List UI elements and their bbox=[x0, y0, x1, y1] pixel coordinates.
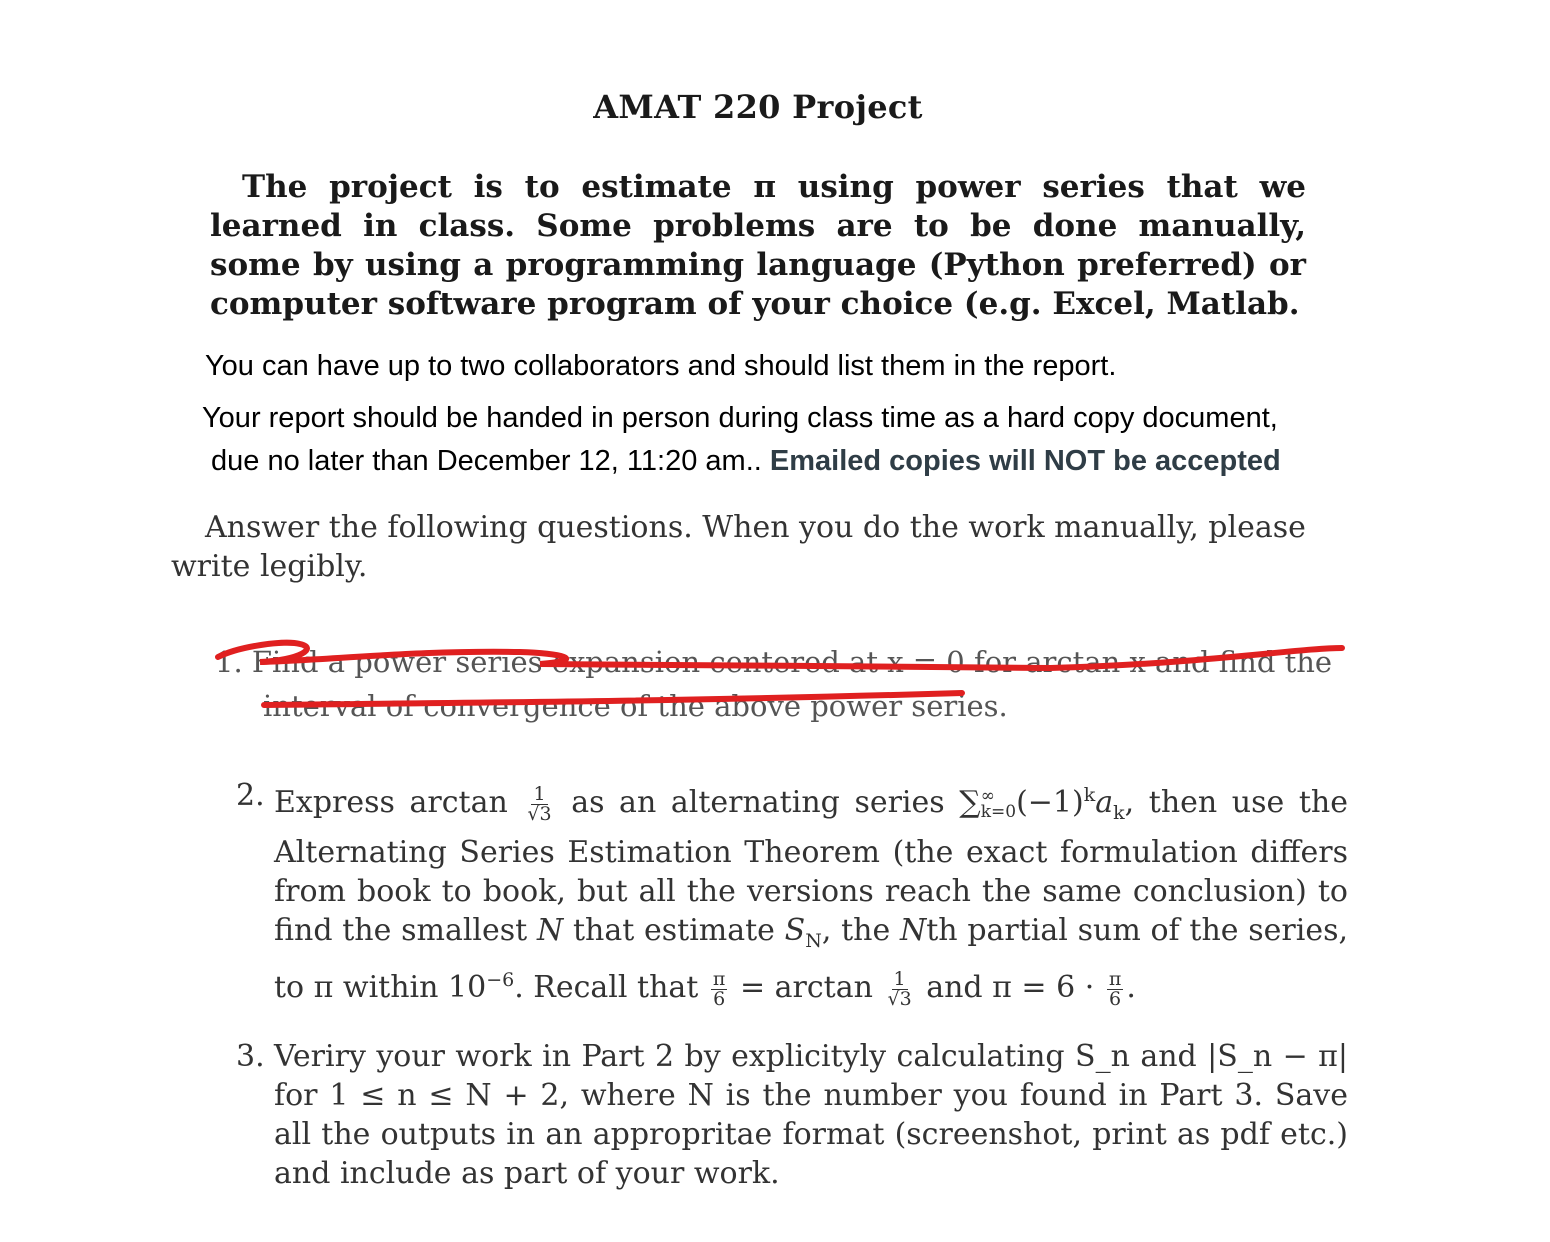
frac-denominator: 6 bbox=[713, 987, 726, 1010]
question-1-line-1: 1. Find a power series expansion centered at x = 0 for arctan x and find the bbox=[215, 645, 1333, 679]
emailed-warning: Emailed copies will NOT be accepted bbox=[769, 445, 1281, 477]
var-N: N bbox=[536, 913, 564, 948]
handin-line-1: Your report should be handed in person during class time as a hard copy document, bbox=[202, 402, 1278, 434]
q2-text: . Recall that bbox=[514, 970, 699, 1005]
question-2 bbox=[236, 776, 1348, 1009]
sum-exponent: k bbox=[1083, 784, 1096, 806]
sum-upper: ∞ bbox=[980, 786, 995, 806]
q2-text: as an alternating series bbox=[571, 785, 945, 820]
q2-text: = arctan bbox=[739, 970, 873, 1005]
sum-a: a bbox=[1095, 785, 1114, 820]
frac-numerator: 1 bbox=[533, 782, 546, 805]
sum-lower: k=0 bbox=[980, 802, 1017, 822]
sigma-symbol: ∑ bbox=[959, 785, 981, 820]
question-2-number: 2. bbox=[236, 778, 265, 813]
frac-numerator: π bbox=[1108, 967, 1122, 990]
frac-denominator: 6 bbox=[1109, 987, 1122, 1010]
answer-instructions bbox=[171, 508, 1347, 586]
fraction-1-over-sqrt3 bbox=[885, 967, 913, 1010]
intro-text: The project is to estimate π using power series that we learned in class. Some problems are to be done manually, some by using a programming language (Python preferred) or computer software program of your choice (e.g. Excel, Matlab. bbox=[210, 169, 1306, 322]
frac-denominator: √3 bbox=[887, 987, 912, 1010]
frac-denominator: √3 bbox=[527, 802, 552, 825]
answer-text: Answer the following questions. When you do the work manually, please write legibly. bbox=[171, 510, 1306, 584]
fraction-1-over-sqrt3 bbox=[525, 782, 553, 825]
var-S-sub: N bbox=[805, 930, 822, 952]
handin-deadline: due no later than December 12, 11:20 am.. bbox=[211, 445, 762, 477]
handin-line-2 bbox=[211, 445, 1281, 478]
fraction-pi-over-6 bbox=[711, 967, 728, 1010]
frac-numerator: π bbox=[712, 967, 726, 990]
question-3-body: Veriry your work in Part 2 by explicityly calculating S_n and |S_n − π| for 1 ≤ n ≤ N + 2, where N is the number you found in Part 3. Save all the outputs in an appropritae format (screenshot, print as pdf etc.) and include as part of your work. bbox=[274, 1039, 1348, 1191]
question-2-body bbox=[274, 776, 1348, 1009]
collaborators-note: You can have up to two collaborators and should list them in the report. bbox=[205, 350, 1117, 382]
question-3 bbox=[236, 1037, 1348, 1193]
q2-text: Express arctan bbox=[274, 785, 508, 820]
question-1-struck bbox=[215, 640, 1350, 728]
q2-text: , then use the Alternating Series Estimation Theorem (the exact formulation differs from book to book, but all the versions reach the same conclusion) to find the smallest bbox=[274, 785, 1348, 948]
exponent: −6 bbox=[486, 969, 515, 991]
q2-text: , the bbox=[821, 913, 891, 948]
sum-term: (−1) bbox=[1016, 785, 1084, 820]
intro-paragraph bbox=[210, 168, 1306, 324]
q2-text: . bbox=[1126, 970, 1136, 1005]
var-S: S bbox=[784, 913, 806, 948]
q2-text: and π = 6 · bbox=[926, 970, 1095, 1005]
sum-limits bbox=[981, 788, 1016, 820]
fraction-pi-over-6 bbox=[1107, 967, 1124, 1010]
q2-text: that estimate bbox=[572, 913, 775, 948]
q2-text: th partial sum of the series, to π within 10 bbox=[274, 913, 1349, 1005]
frac-numerator: 1 bbox=[893, 967, 906, 990]
page-title: AMAT 220 Project bbox=[593, 88, 923, 126]
question-3-number: 3. bbox=[236, 1039, 265, 1074]
sum-subscript: k bbox=[1113, 802, 1125, 824]
question-1-line-2: interval of convergence of the above power series. bbox=[263, 689, 1008, 723]
var-N: N bbox=[899, 913, 927, 948]
